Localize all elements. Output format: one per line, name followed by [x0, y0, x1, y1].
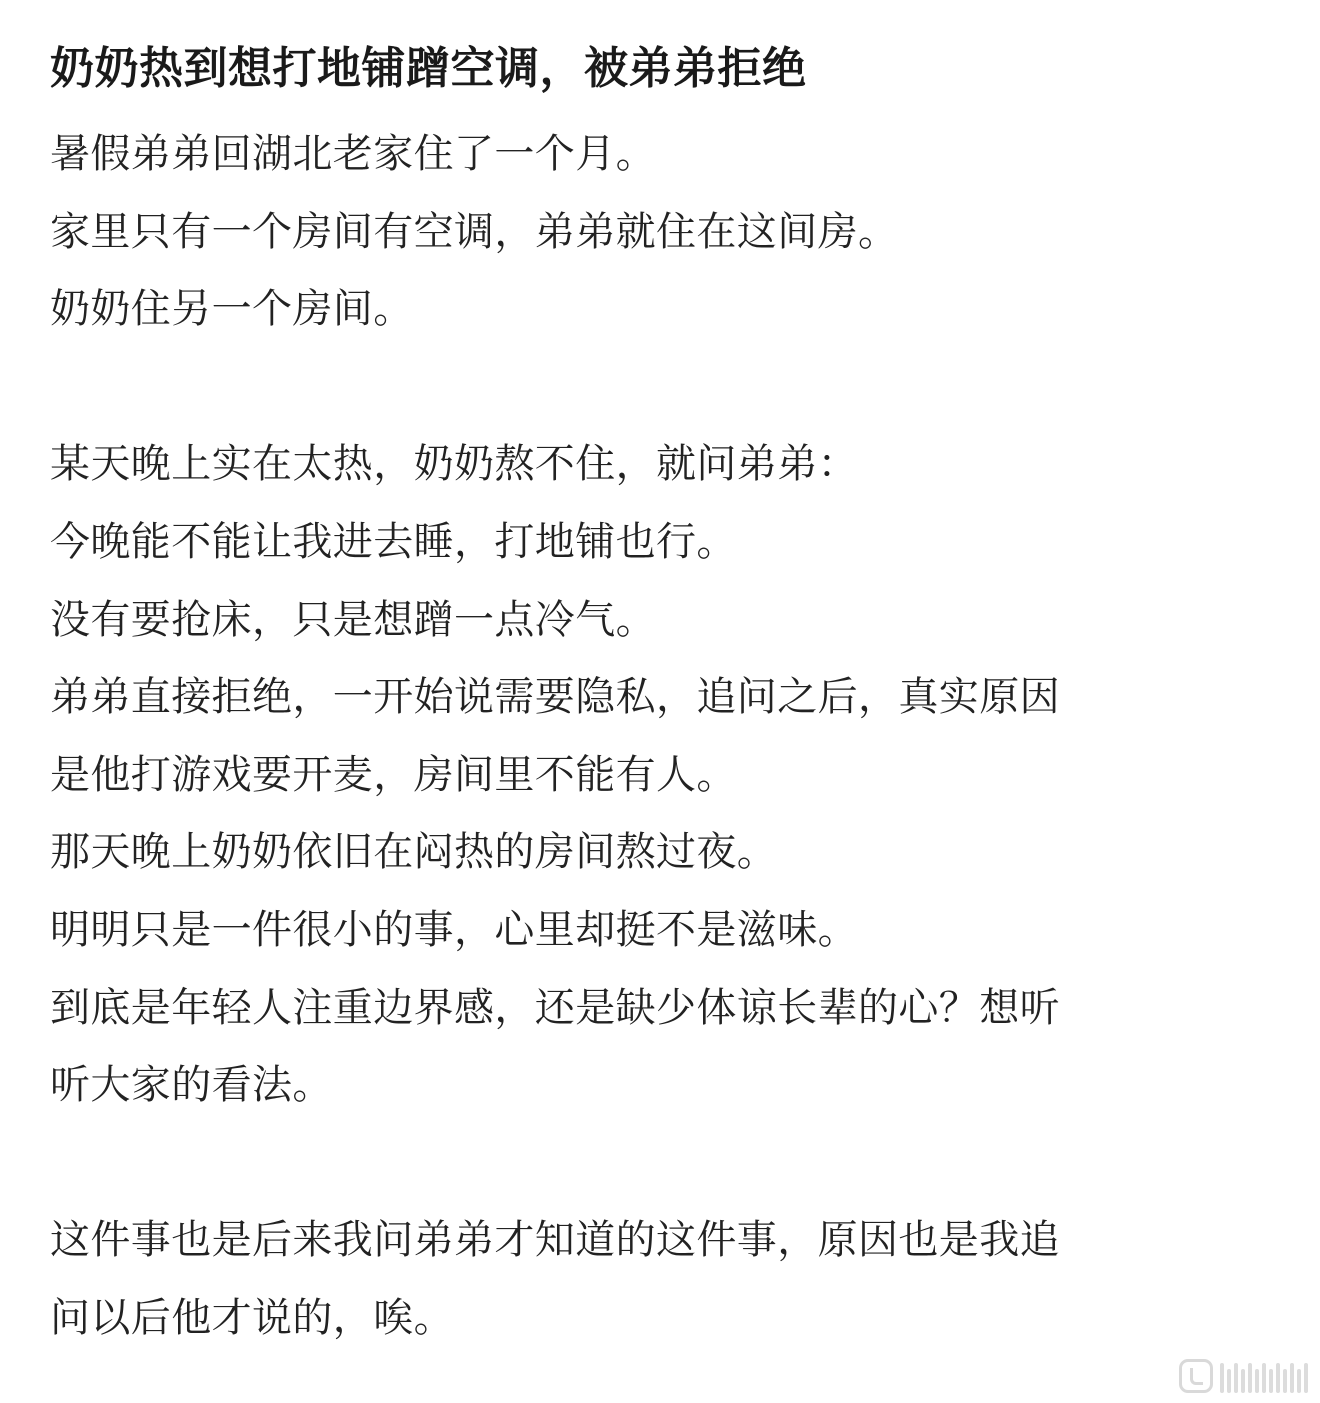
body-line: 听大家的看法。: [50, 1062, 333, 1109]
watermark-bar: [1234, 1363, 1238, 1393]
body-line: 暑假弟弟回湖北老家住了一个月。: [50, 131, 656, 177]
post: [50, 38, 1280, 1358]
watermark-bar: [1227, 1369, 1231, 1393]
body-line: 到底是年轻人注重边界感，还是缺少体谅长辈的心？想听: [50, 984, 1060, 1031]
watermark-bar: [1248, 1363, 1252, 1393]
watermark-bar: [1290, 1363, 1294, 1393]
body-line: 这件事也是后来我问弟弟才知道的这件事，原因也是我追: [50, 1217, 1060, 1264]
body-line: 那天晚上奶奶依旧在闷热的房间熬过夜。: [50, 829, 778, 876]
watermark-bar: [1297, 1369, 1301, 1393]
watermark-bar: [1269, 1369, 1273, 1393]
watermark-bar: [1255, 1369, 1259, 1393]
watermark-bar: [1241, 1369, 1245, 1393]
watermark-bar: [1220, 1363, 1224, 1393]
body-line: 今晚能不能让我进去睡，打地铺也行。: [50, 518, 737, 565]
blank-line: [50, 1125, 1280, 1203]
post-title: 奶奶热到想打地铺蹭空调，被弟弟拒绝: [50, 43, 807, 94]
body-line: 明明只是一件很小的事，心里却挺不是滋味。: [50, 906, 858, 953]
watermark-bar: [1283, 1369, 1287, 1393]
body-line: 弟弟直接拒绝，一开始说需要隐私，追问之后，真实原因: [50, 674, 1060, 721]
weibo-watermark-icon: [1179, 1353, 1308, 1393]
weibo-logo-icon: [1179, 1359, 1213, 1393]
body-line: 家里只有一个房间有空调，弟弟就住在这间房。: [50, 208, 899, 255]
body-line: 没有要抢床，只是想蹭一点冷气。: [50, 596, 656, 643]
watermark-bar: [1304, 1363, 1308, 1393]
post-body: [50, 116, 1280, 1358]
watermark-bar: [1276, 1363, 1280, 1393]
watermark-bar: [1262, 1363, 1266, 1393]
body-line: 是他打游戏要开麦，房间里不能有人。: [50, 751, 737, 798]
blank-line: [50, 349, 1280, 427]
body-line: 问以后他才说的，唉。: [50, 1294, 454, 1341]
body-line: 奶奶住另一个房间。: [50, 286, 414, 333]
body-line: 某天晚上实在太热，奶奶熬不住，就问弟弟：: [50, 441, 858, 488]
